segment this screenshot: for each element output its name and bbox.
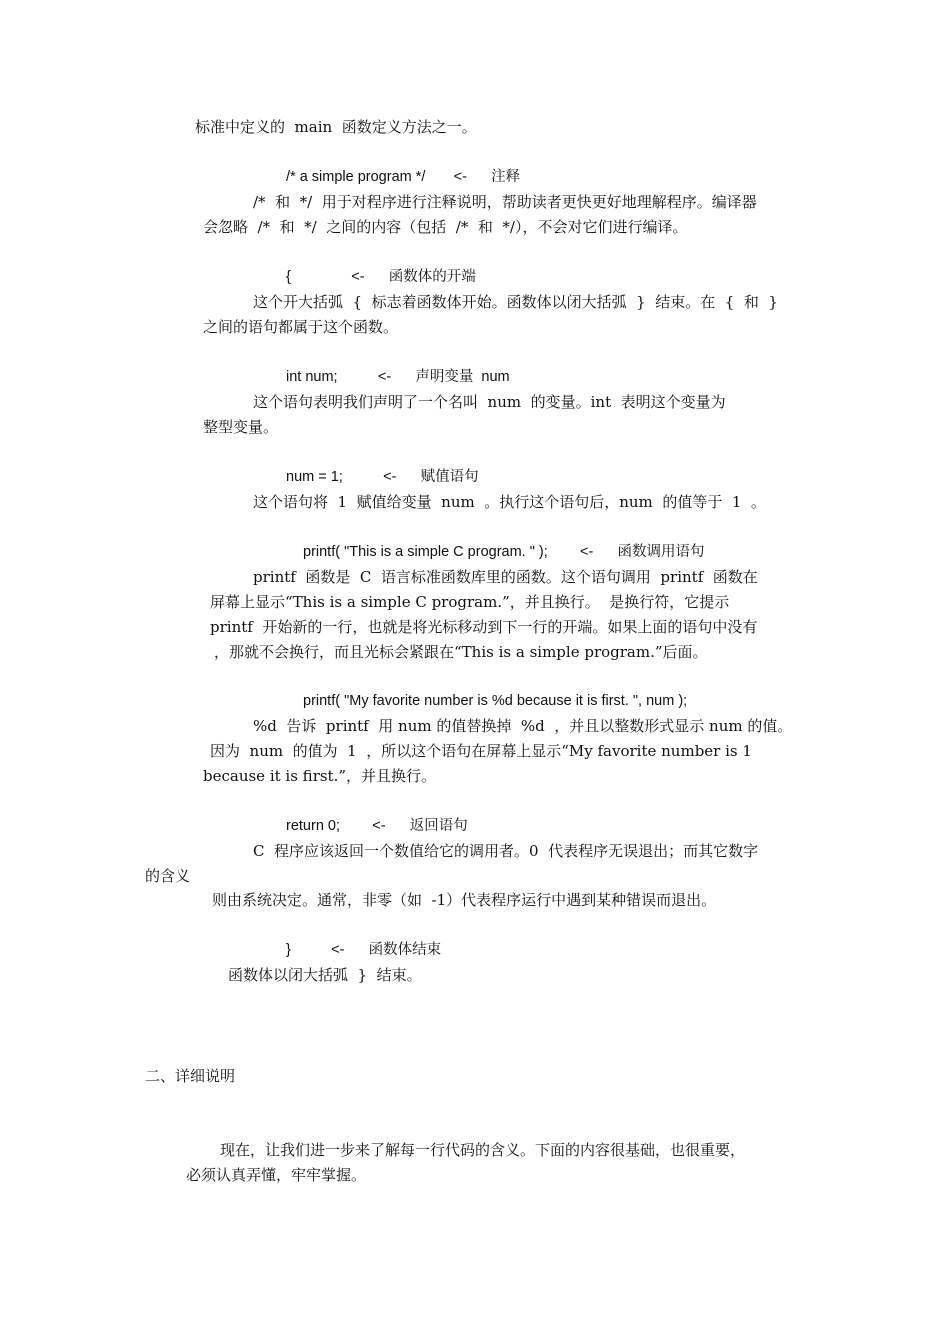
return-explanation-line-1: C 程序应该返回一个数值给它的调用者。0 代表程序无误退出；而其它数字 bbox=[253, 842, 759, 860]
code-comment-line: /* a simple program */ <- 注释 bbox=[286, 169, 521, 185]
close-brace-explanation-line: 函数体以闭大括弧 } 结束。 bbox=[228, 966, 422, 984]
format-explanation-line-3: because it is first.”，并且换行。 bbox=[203, 767, 437, 785]
intro-line: 标准中定义的 main 函数定义方法之一。 bbox=[195, 118, 477, 136]
comment-explanation-line-2: 会忽略 /* 和 */ 之间的内容（包括 /* 和 */），不会对它们进行编译。 bbox=[203, 218, 688, 236]
comment-explanation-line-1: /* 和 */ 用于对程序进行注释说明，帮助读者更快更好地理解程序。编译器 bbox=[253, 193, 757, 211]
declare-explanation-line-2: 整型变量。 bbox=[203, 418, 279, 436]
declare-explanation-line-1: 这个语句表明我们声明了一个名叫 num 的变量。int 表明这个变量为 bbox=[253, 393, 726, 411]
printf-explanation-line-1: printf 函数是 C 语言标准函数库里的函数。这个语句调用 printf 函数在 bbox=[253, 568, 758, 586]
code-assign-line: num = 1; <- 赋值语句 bbox=[286, 469, 479, 485]
printf-explanation-line-4: ，那就不会换行，而且光标会紧跟在“This is a simple program.”后面。 bbox=[214, 643, 708, 661]
return-explanation-line-2: 的含义 bbox=[145, 867, 191, 885]
code-close-brace-line: } <- 函数体结束 bbox=[286, 942, 442, 958]
detail-paragraph-line-1: 现在，让我们进一步来了解每一行代码的含义。下面的内容很基础，也很重要， bbox=[220, 1141, 746, 1159]
brace-explanation-line-1: 这个开大括弧 { 标志着函数体开始。函数体以闭大括弧 } 结束。在 { 和 } bbox=[253, 293, 778, 311]
format-explanation-line-2: 因为 num 的值为 1 ，所以这个语句在屏幕上显示“My favorite number is 1 bbox=[210, 742, 752, 760]
printf-explanation-line-2: 屏幕上显示“This is a simple C program.”，并且换行。 是换行符，它提示 bbox=[210, 593, 730, 611]
code-declare-line: int num; <- 声明变量 num bbox=[286, 369, 510, 385]
brace-explanation-line-2: 之间的语句都属于这个函数。 bbox=[203, 318, 399, 336]
format-explanation-line-1: %d 告诉 printf 用 num 的值替换掉 %d ，并且以整数形式显示 num 的值。 bbox=[253, 717, 793, 735]
detail-paragraph-line-2: 必须认真弄懂，牢牢掌握。 bbox=[186, 1166, 367, 1184]
code-open-brace-line: { <- 函数体的开端 bbox=[286, 269, 476, 285]
printf-explanation-line-3: printf 开始新的一行，也就是将光标移动到下一行的开端。如果上面的语句中没有 bbox=[210, 618, 758, 636]
code-return-line: return 0; <- 返回语句 bbox=[286, 818, 468, 834]
section-heading: 二、详细说明 bbox=[145, 1067, 236, 1085]
return-explanation-line-3: 则由系统决定。通常，非零（如 -1）代表程序运行中遇到某种错误而退出。 bbox=[212, 891, 717, 909]
assign-explanation-line: 这个语句将 1 赋值给变量 num 。执行这个语句后，num 的值等于 1 。 bbox=[253, 493, 766, 511]
code-printf-number-line: printf( "My favorite number is %d because it is first. ", num ); bbox=[303, 693, 688, 709]
code-printf-line: printf( "This is a simple C program. " ); <- 函数调用语句 bbox=[303, 544, 705, 560]
